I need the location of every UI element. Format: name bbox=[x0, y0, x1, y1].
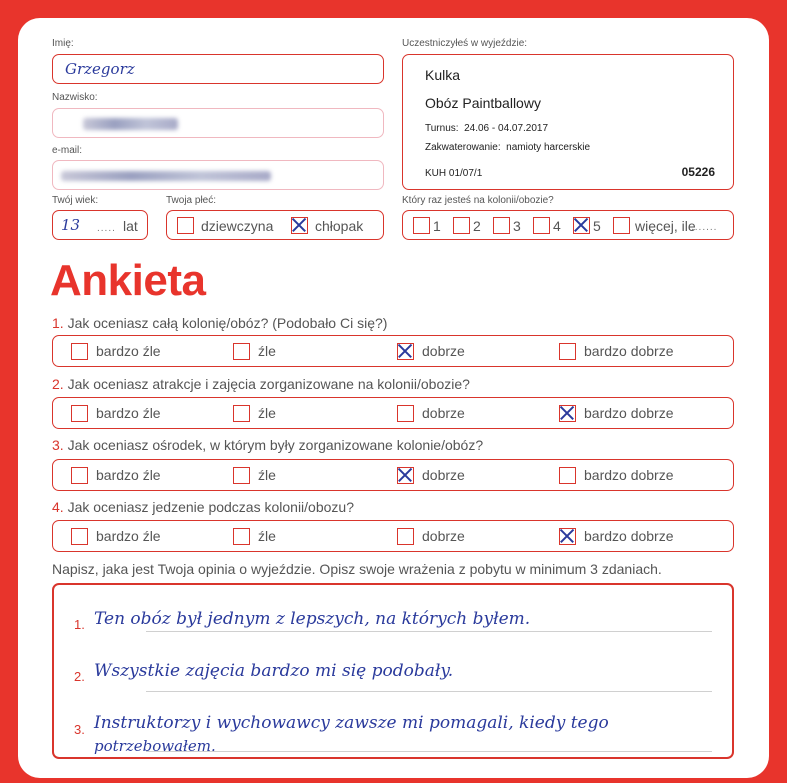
question-2-options bbox=[52, 397, 734, 429]
trip-camp-name: Obóz Paintballowy bbox=[425, 95, 541, 111]
age-unit: lat bbox=[123, 218, 138, 234]
gender-male-label: chłopak bbox=[315, 218, 364, 234]
answer-3-text-continued: potrzebowałem. bbox=[94, 737, 216, 755]
answer-2-number: 2. bbox=[74, 669, 85, 684]
question-1: 1. Jak oceniasz całą kolonię/obóz? (Podobało Ci się?) bbox=[52, 315, 388, 331]
redacted-email bbox=[61, 171, 271, 181]
q2-option-3[interactable]: dobrze bbox=[397, 398, 465, 428]
q3-option-1[interactable]: bardzo źle bbox=[71, 460, 161, 490]
name-field[interactable] bbox=[52, 54, 384, 84]
name-value: Grzegorz bbox=[65, 60, 135, 78]
q4-checkbox-4[interactable] bbox=[559, 528, 576, 545]
gender-male-checkbox[interactable] bbox=[291, 217, 308, 234]
q3-checkbox-3[interactable] bbox=[397, 467, 414, 484]
q1-option-2[interactable]: źle bbox=[233, 336, 276, 366]
q2-option-4[interactable]: bardzo dobrze bbox=[559, 398, 674, 428]
opinion-prompt: Napisz, jaka jest Twoja opinia o wyjeździe. Opisz swoje wrażenia z pobytu w minimum 3 zdaniach. bbox=[52, 561, 662, 577]
question-3: 3. Jak oceniasz ośrodek, w którym były zorganizowane kolonie/obóz? bbox=[52, 437, 484, 453]
q3-checkbox-1[interactable] bbox=[71, 467, 88, 484]
opinion-answer-box[interactable] bbox=[52, 583, 734, 759]
survey-sheet bbox=[18, 18, 769, 778]
age-field[interactable]: 13 ..... lat bbox=[52, 210, 148, 240]
q1-checkbox-1[interactable] bbox=[71, 343, 88, 360]
trip-organizer: Kulka bbox=[425, 67, 461, 83]
name-label: Imię: bbox=[52, 38, 74, 49]
times-field: 1 2 3 4 5 więcej, ile ....... bbox=[402, 210, 734, 240]
q3-option-2[interactable]: źle bbox=[233, 460, 276, 490]
gender-female-label: dziewczyna bbox=[201, 218, 274, 234]
times-4-checkbox[interactable] bbox=[533, 217, 550, 234]
answer-3-text: Instruktorzy i wychowawcy zawsze mi pomagali, kiedy tego bbox=[94, 713, 609, 733]
q2-checkbox-3[interactable] bbox=[397, 405, 414, 422]
q4-checkbox-3[interactable] bbox=[397, 528, 414, 545]
q1-option-1[interactable]: bardzo źle bbox=[71, 336, 161, 366]
q4-option-1[interactable]: bardzo źle bbox=[71, 521, 161, 551]
q1-checkbox-2[interactable] bbox=[233, 343, 250, 360]
q2-checkbox-4[interactable] bbox=[559, 405, 576, 422]
times-3-label: 3 bbox=[513, 218, 521, 234]
q3-option-3[interactable]: dobrze bbox=[397, 460, 465, 490]
trip-turnus: Turnus: 24.06 - 04.07.2017 bbox=[425, 123, 549, 134]
times-5-label: 5 bbox=[593, 218, 601, 234]
gender-label: Twoja płeć: bbox=[166, 195, 217, 206]
times-label: Który raz jesteś na kolonii/obozie? bbox=[402, 195, 554, 206]
gender-female-checkbox[interactable] bbox=[177, 217, 194, 234]
times-more-checkbox[interactable] bbox=[613, 217, 630, 234]
answer-1-number: 1. bbox=[74, 617, 85, 632]
q3-option-4[interactable]: bardzo dobrze bbox=[559, 460, 674, 490]
q4-checkbox-2[interactable] bbox=[233, 528, 250, 545]
q3-checkbox-4[interactable] bbox=[559, 467, 576, 484]
times-1-checkbox[interactable] bbox=[413, 217, 430, 234]
q4-option-3[interactable]: dobrze bbox=[397, 521, 465, 551]
q4-checkbox-1[interactable] bbox=[71, 528, 88, 545]
age-value: 13 bbox=[61, 216, 81, 234]
q3-checkbox-2[interactable] bbox=[233, 467, 250, 484]
answer-2-text: Wszystkie zajęcia bardzo mi się podobały. bbox=[94, 661, 454, 681]
times-1-label: 1 bbox=[433, 218, 441, 234]
q4-option-2[interactable]: źle bbox=[233, 521, 276, 551]
trip-label: Uczestniczyłeś w wyjeździe: bbox=[402, 38, 528, 49]
q1-option-4[interactable]: bardzo dobrze bbox=[559, 336, 674, 366]
trip-code: KUH 01/07/1 bbox=[425, 168, 483, 179]
times-5-checkbox[interactable] bbox=[573, 217, 590, 234]
trip-number: 05226 bbox=[681, 165, 715, 179]
question-1-options bbox=[52, 335, 734, 367]
page-title: Ankieta bbox=[50, 256, 206, 305]
q4-option-4[interactable]: bardzo dobrze bbox=[559, 521, 674, 551]
email-field[interactable] bbox=[52, 160, 384, 190]
answer-3-number: 3. bbox=[74, 722, 85, 737]
email-label: e-mail: bbox=[52, 145, 83, 156]
question-4: 4. Jak oceniasz jedzenie podczas kolonii/obozu? bbox=[52, 499, 354, 515]
question-3-options bbox=[52, 459, 734, 491]
q1-checkbox-3[interactable] bbox=[397, 343, 414, 360]
answer-1-text: Ten obóz był jednym z lepszych, na których byłem. bbox=[94, 609, 531, 629]
times-2-label: 2 bbox=[473, 218, 481, 234]
times-2-checkbox[interactable] bbox=[453, 217, 470, 234]
q2-checkbox-1[interactable] bbox=[71, 405, 88, 422]
q2-option-1[interactable]: bardzo źle bbox=[71, 398, 161, 428]
redacted-surname bbox=[83, 118, 178, 130]
surname-field[interactable] bbox=[52, 108, 384, 138]
q1-option-3[interactable]: dobrze bbox=[397, 336, 465, 366]
times-more-label: więcej, ile bbox=[635, 218, 696, 234]
q2-option-2[interactable]: źle bbox=[233, 398, 276, 428]
question-4-options bbox=[52, 520, 734, 552]
trip-info-box bbox=[402, 54, 734, 190]
age-label: Twój wiek: bbox=[52, 195, 99, 206]
question-2: 2. Jak oceniasz atrakcje i zajęcia zorganizowane na kolonii/obozie? bbox=[52, 376, 470, 392]
times-3-checkbox[interactable] bbox=[493, 217, 510, 234]
surname-label: Nazwisko: bbox=[52, 92, 98, 103]
q2-checkbox-2[interactable] bbox=[233, 405, 250, 422]
q1-checkbox-4[interactable] bbox=[559, 343, 576, 360]
trip-accommodation: Zakwaterowanie: namioty harcerskie bbox=[425, 142, 591, 153]
times-4-label: 4 bbox=[553, 218, 561, 234]
gender-field bbox=[166, 210, 384, 240]
